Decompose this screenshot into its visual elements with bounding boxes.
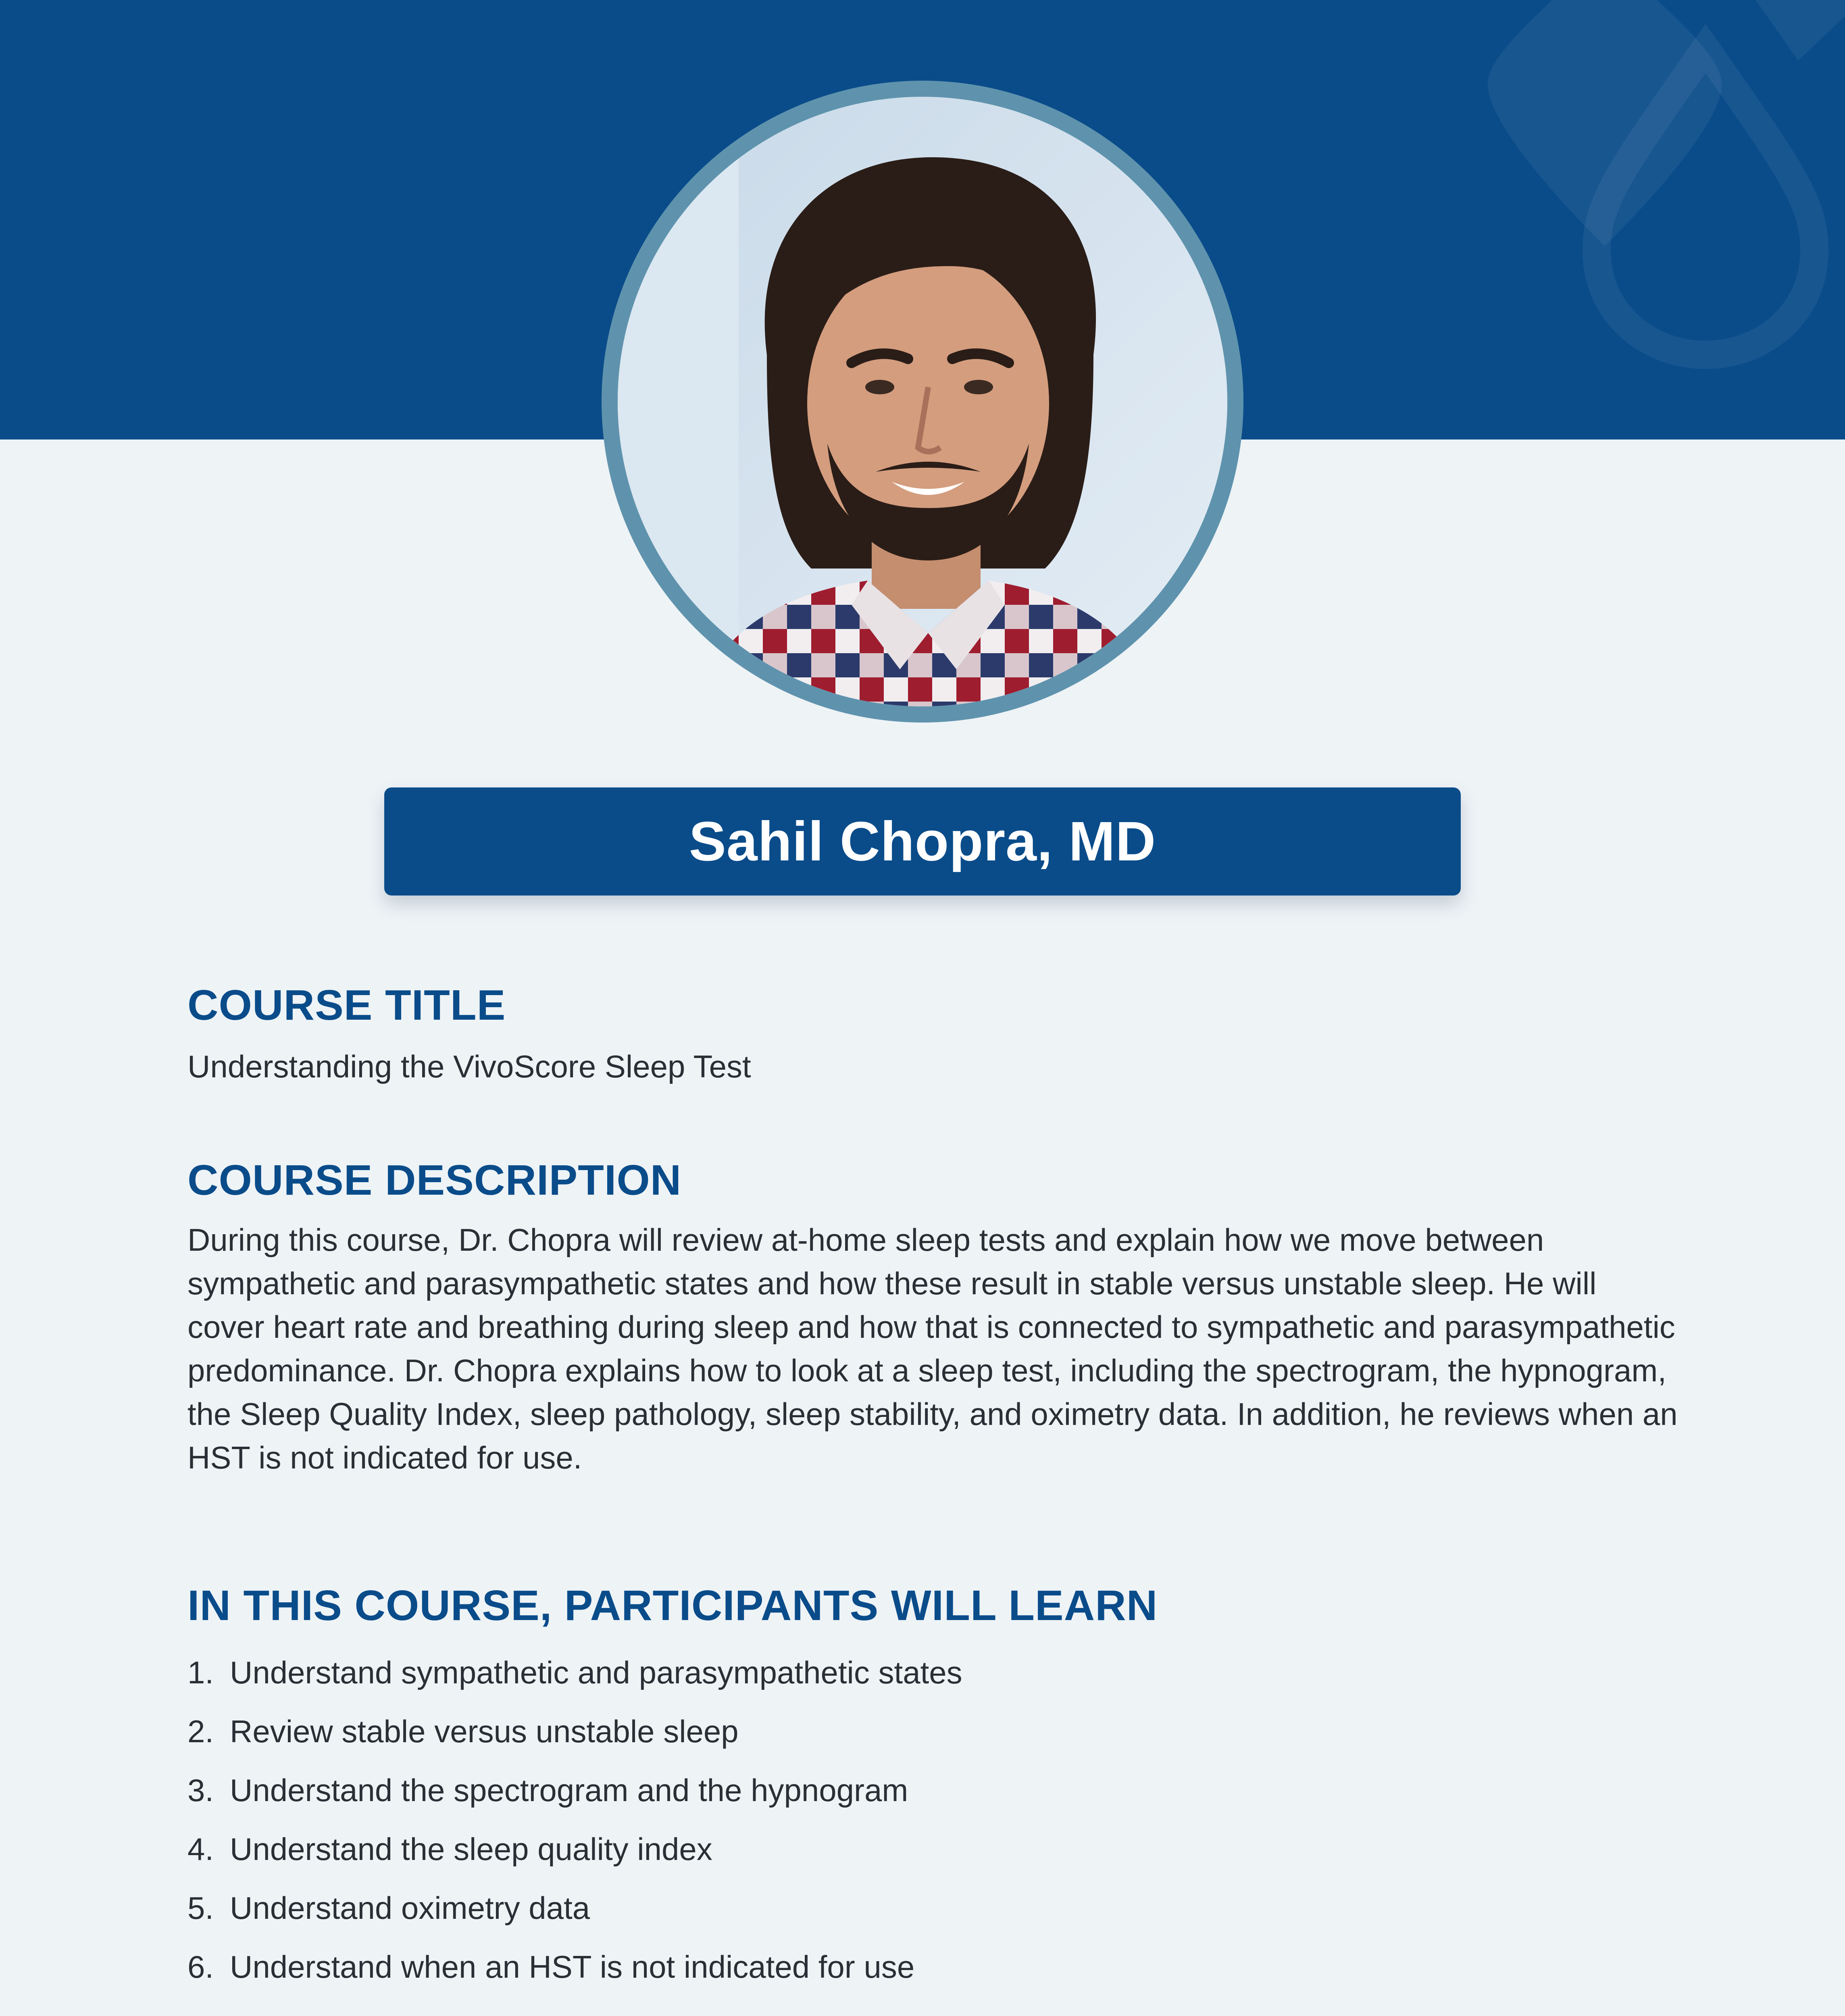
course-description-text: During this course, Dr. Chopra will review at-home sleep tests and explain how we move between sympathetic and parasympathetic states and how these result in stable versus unstable sleep. He will cover heart rate and breathing during sleep and how that is connected to sympathetic and parasympathetic predominance. Dr. Chopra explains how to look at a sleep test, including the spectrogram, the hypnogram, the Sleep Quality Index, sleep pathology, sleep stability, and oximetry data. In addition, he reviews when an HST is not indicated for use. — [187, 1222, 1678, 1476]
list-item — [187, 1820, 1679, 1879]
list-item — [187, 1643, 1679, 1702]
list-item — [187, 1879, 1679, 1937]
list-item-number: 6. — [187, 1949, 214, 1985]
speaker-name: Sahil Chopra, MD — [689, 810, 1156, 873]
learning-objectives-list — [187, 1643, 1679, 1996]
list-item-number: 5. — [187, 1890, 214, 1926]
list-item-number: 3. — [187, 1772, 214, 1808]
list-item-text: Understand when an HST is not indicated for use — [230, 1949, 915, 1985]
main-content — [187, 980, 1679, 2016]
learning-objectives-heading: IN THIS COURSE, PARTICIPANTS WILL LEARN — [187, 1582, 1158, 1630]
list-item-text: Understand the spectrogram and the hypnogram — [230, 1772, 908, 1808]
speaker-photo — [618, 97, 1227, 706]
course-title-section — [187, 980, 1679, 1088]
list-item-number: 4. — [187, 1831, 214, 1867]
learning-objectives-section — [187, 1580, 1679, 1996]
avatar-ring — [602, 81, 1243, 723]
list-item-number: 2. — [187, 1713, 214, 1749]
list-item-text: Understand the sleep quality index — [230, 1831, 712, 1867]
speaker-name-banner — [384, 787, 1461, 896]
course-description-section — [187, 1155, 1679, 1479]
course-description-heading: COURSE DESCRIPTION — [187, 1156, 682, 1204]
list-item-text: Understand oximetry data — [230, 1890, 590, 1926]
list-item — [187, 1702, 1679, 1761]
course-title-text: Understanding the VivoScore Sleep Test — [187, 1049, 751, 1085]
list-item-text: Review stable versus unstable sleep — [230, 1713, 739, 1749]
course-title-heading: COURSE TITLE — [187, 981, 506, 1029]
list-item — [187, 1937, 1679, 1996]
list-item-text: Understand sympathetic and parasympathetic states — [230, 1654, 962, 1690]
list-item — [187, 1761, 1679, 1820]
list-item-number: 1. — [187, 1654, 214, 1690]
